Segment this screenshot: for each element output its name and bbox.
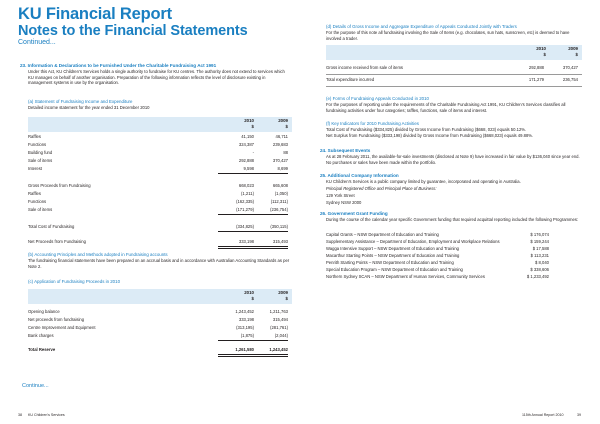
- grant-label: Capital Grants – NSW Department of Education and Training: [326, 232, 439, 237]
- row-value-2009: 88: [283, 150, 288, 155]
- table-row: [28, 191, 288, 197]
- footer-page-left: 38: [18, 413, 22, 417]
- grant-value: $ 338,606: [530, 267, 549, 272]
- subtotal-rule: [218, 231, 288, 232]
- table-row: [28, 142, 288, 148]
- note-25-line3: 129 York Street: [326, 193, 355, 198]
- col-2009: 2009: [278, 118, 288, 123]
- row-value-2010: (162,335): [236, 199, 254, 204]
- note-23-heading: 23. Information & Declarations to be Furnished Under the Charitable Fundraising Act 1991: [20, 63, 217, 68]
- grant-item: [326, 267, 549, 273]
- row-value-2010: 324,387: [238, 142, 254, 147]
- table-row: [28, 183, 288, 189]
- note-25-line1: KU Children’s Services is a public company limited by guarantee, incorporated and operating in Australia.: [326, 179, 521, 184]
- footer-org-name: KU Children’s Services: [28, 413, 65, 417]
- table-row: [28, 158, 288, 164]
- row-value-2010: 171,279: [528, 77, 544, 82]
- col-unit: $: [575, 52, 578, 57]
- row-label: Total expenditure incurred: [326, 77, 375, 82]
- subtotal-rule: [218, 214, 288, 215]
- table-row: [28, 347, 288, 353]
- total-rule: [218, 246, 288, 249]
- row-value-2009: 315,493: [272, 239, 288, 244]
- row-value-2010: 292,888: [528, 65, 544, 70]
- report-subtitle: Notes to the Financial Statements: [18, 23, 248, 39]
- table-row: [28, 317, 288, 323]
- row-value-2010: 333,198: [238, 317, 254, 322]
- grant-item: [326, 246, 549, 252]
- grant-value: $ 176,074: [530, 232, 549, 237]
- row-value-2009: 239,683: [272, 142, 288, 147]
- subtotal-rule: [218, 173, 288, 174]
- note-23e-heading: (e) Forms of Fundraising Appeals Conducted in 2010: [326, 96, 429, 101]
- row-label: Raffles: [28, 134, 41, 139]
- grant-value: $ 8,040: [535, 260, 549, 265]
- col-unit: $: [543, 52, 546, 57]
- grant-value: $ 159,244: [530, 239, 549, 244]
- right-column: [320, 20, 582, 390]
- grant-label: Northern Sydney SCAN – NSW Department of Human Services, Community Services: [326, 274, 485, 279]
- row-label: Gross Proceeds from Fundraising: [28, 183, 91, 188]
- grant-value: $ 17,588: [532, 246, 549, 251]
- grant-value: $ 1,233,492: [526, 274, 549, 279]
- row-value-2010: (313,195): [236, 325, 254, 330]
- col-2009: 2009: [568, 46, 578, 51]
- row-value-2009: 1,243,452: [269, 347, 288, 352]
- row-label: Functions: [28, 199, 47, 204]
- row-value-2010: 1,243,452: [235, 309, 254, 314]
- row-label: Bank charges: [28, 333, 54, 338]
- note-23a-heading: (a) Statement of Fundraising Income and Expenditure: [28, 99, 133, 104]
- table-header: [326, 45, 582, 60]
- row-label: Net proceeds from fundraising: [28, 317, 85, 322]
- row-value-2009: (350,115): [270, 224, 288, 229]
- row-value-2009: (236,754): [270, 207, 288, 212]
- row-label: Total Cost of Fundraising: [28, 224, 75, 229]
- income-statement-table: [28, 117, 292, 317]
- note-23c-heading: (c) Application of Fundraising Proceeds in 2010: [28, 279, 121, 284]
- grant-label: Supplementary Assistance – Department of Education, Employment and Workplace Relations: [326, 239, 500, 244]
- row-value-2009: 8,699: [277, 166, 288, 171]
- col-unit: $: [285, 296, 288, 301]
- row-value-2010: 9,598: [243, 166, 254, 171]
- row-value-2010: 1,261,580: [235, 347, 254, 352]
- note-26-text: During the course of the calendar year specific Government funding that required acquittal reporting included the following Programmes:: [326, 217, 579, 222]
- table-row: [28, 239, 288, 245]
- row-value-2010: (1,875): [240, 333, 254, 338]
- col-2009: 2009: [278, 290, 288, 295]
- subtotal-rule: [218, 340, 288, 341]
- note-23b-text: The fundraising financial statements have been prepared on an accrual basis and in accordance with Australian Accounting Standards as per Note 2.: [28, 258, 290, 269]
- footer-page-right: 39: [577, 413, 581, 417]
- row-value-2010: (334,825): [236, 224, 254, 229]
- table-row: [28, 150, 288, 156]
- row-value-2010: (1,211): [241, 191, 254, 196]
- col-2010: 2010: [244, 290, 254, 295]
- row-value-2009: 370,427: [562, 65, 578, 70]
- note-25-line4: Sydney NSW 2000: [326, 200, 362, 205]
- table-row: [28, 134, 288, 140]
- row-value-2009: (1,050): [274, 191, 288, 196]
- left-column: [20, 57, 292, 387]
- row-value-2009: 1,211,763: [269, 309, 288, 314]
- grant-list: [326, 232, 549, 292]
- row-label: Raffles: [28, 191, 41, 196]
- table-header: [28, 117, 292, 132]
- row-value-2009: (281,761): [270, 325, 288, 330]
- grant-item: [326, 274, 549, 280]
- row-value-2009: 665,608: [272, 183, 288, 188]
- continue-label: Continue...: [22, 383, 49, 389]
- grant-item: [326, 260, 549, 266]
- note-23f-heading: (f) Key Indicators for 2010 Fundraising Activities: [326, 121, 419, 126]
- row-value-2010: 333,198: [238, 239, 254, 244]
- note-23b-heading: (b) Accounting Principles and Methods adopted in Fundraising accounts: [28, 252, 168, 257]
- note-25-line2: Principal Registered Office and Principal Place of Business:: [326, 186, 437, 191]
- note-25-heading: 25. Additional Company Information: [320, 173, 399, 178]
- col-unit: $: [285, 124, 288, 129]
- grant-label: Special Education Program – NSW Department of Education and Training: [326, 267, 463, 272]
- table-row: [28, 224, 288, 230]
- col-unit: $: [251, 124, 254, 129]
- row-value-2009: 46,711: [275, 134, 288, 139]
- row-label: Building fund: [28, 150, 53, 155]
- row-label: Centre Improvement and Equipment: [28, 325, 96, 330]
- note-23f-line1: Total Cost of Fundraising ($334,825) divided by Gross Income from Fundraising ($668, 023) equals 50.12%.: [326, 127, 527, 132]
- row-value-2009: 370,427: [272, 158, 288, 163]
- note-23d-text: For the purpose of this note all fundraising involving the Sale of Items (e.g. chocolates, sun hats, sunscreen, etc) is deemed to have involved a trader.: [326, 30, 570, 41]
- col-2010: 2010: [244, 118, 254, 123]
- row-divider: [326, 86, 582, 87]
- row-label: Opening balance: [28, 309, 60, 314]
- grant-value: $ 113,231: [530, 253, 549, 258]
- table-header: [28, 289, 292, 304]
- table-row: [28, 309, 288, 315]
- note-23a-subheading: Detailed income statement for the year ended 31 December 2010: [28, 105, 150, 110]
- footer-report-name: 115th Annual Report 2010: [522, 413, 564, 417]
- row-label: Gross income received from sale of items: [326, 65, 404, 70]
- row-value-2010: -: [252, 150, 254, 155]
- col-2010: 2010: [536, 46, 546, 51]
- grant-label: Macarthur Starting Points – NSW Department of Education and Training: [326, 253, 460, 258]
- note-23f-line2: Net Surplus from Fundraising ($333,198) divided by Gross Income from Fundraising ($668,023) equals 49.88%.: [326, 133, 534, 138]
- total-rule: [218, 354, 288, 357]
- row-value-2009: 315,494: [272, 317, 288, 322]
- note-23d-heading: (d) Details of Gross Income and Aggregate Expenditure of Appeals Conducted Jointly with Traders: [326, 24, 517, 29]
- row-label: Functions: [28, 142, 47, 147]
- row-value-2010: 41,150: [241, 134, 254, 139]
- row-value-2009: (112,311): [270, 199, 288, 204]
- row-label: Sale of items: [28, 207, 53, 212]
- grant-item: [326, 232, 549, 238]
- fundraising-proceeds-table: [28, 289, 292, 369]
- table-row: [326, 65, 578, 71]
- table-row: [28, 199, 288, 205]
- note-23e-text: For the purposes of reporting under the requirements of the Charitable Fundraising Act 1991, KU Children’s Services classifies all fundraising activities under four categories; raffles, functions, sale of items and interest.: [326, 102, 566, 113]
- row-label: Total Reserve: [28, 347, 56, 352]
- trader-appeals-table: [326, 45, 582, 95]
- grant-label: Wagga Intensive Support – NSW Department of Education and Training: [326, 246, 459, 251]
- table-row: [28, 166, 288, 172]
- note-26-heading: 26. Government Grant Funding: [320, 211, 388, 216]
- row-value-2010: 668,023: [238, 183, 254, 188]
- note-24-heading: 24. Subsequent Events: [320, 148, 371, 153]
- row-label: Interest: [28, 166, 42, 171]
- grant-item: [326, 239, 549, 245]
- note-24-text: As at 28 February 2011, the available-for-sale investments (disclosed at Note 9) have increased in fair value by $136,040 since year end. No purchases or sales have been made within the portfolio.: [326, 154, 580, 165]
- note-23-intro: Under this Act, KU Children’s Services holds a single authority to fundraise for KU centres. The authority does not extend to services which KU manages on behalf of another organisation. Preparation of the following information reflects the level of disclosure existing in management systems in use by the organisation.: [28, 69, 285, 86]
- row-value-2010: 292,888: [238, 158, 254, 163]
- row-value-2009: 236,754: [562, 77, 578, 82]
- row-value-2010: (171,279): [236, 207, 254, 212]
- table-row: [28, 325, 288, 331]
- table-row: [28, 207, 288, 213]
- row-label: Net Proceeds from Fundraising: [28, 239, 86, 244]
- table-row: [326, 77, 578, 83]
- col-unit: $: [251, 296, 254, 301]
- row-value-2009: (2,044): [274, 333, 288, 338]
- table-row: [28, 333, 288, 339]
- row-divider: [326, 74, 582, 75]
- grant-label: Penrith Starting Points – NSW Department of Education and Training: [326, 260, 454, 265]
- row-label: Sale of items: [28, 158, 53, 163]
- grant-item: [326, 253, 549, 259]
- report-title: KU Financial Report: [18, 5, 172, 23]
- continued-label: Continued...: [18, 39, 56, 46]
